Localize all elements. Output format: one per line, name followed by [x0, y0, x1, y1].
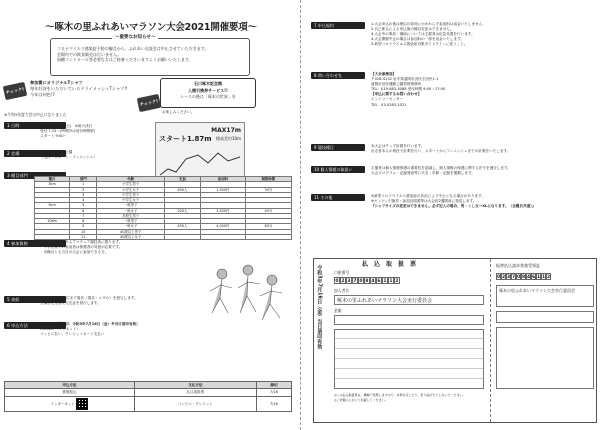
section-line: 5.新型コロナウイルス感染症対策ガイドラインに従うこと。 [371, 42, 468, 47]
check-badge: チェック! [3, 82, 27, 100]
section-title: 種目部門 [11, 173, 28, 178]
table-cell-text: インターネット [50, 401, 75, 406]
column-header: 締切 [256, 382, 291, 389]
section-line: 〒028-4132 岩手県盛岡市渋民字渋民1-1 [371, 77, 439, 82]
column-header: 制限時間 [245, 177, 291, 182]
categories-table [34, 176, 292, 240]
section-head-contact [311, 72, 365, 79]
slip-deadline: 令和3年7月16日（金）当日消印有効 [316, 265, 323, 349]
notice-box [50, 38, 250, 76]
section-line: 1.大会申込の後は理由の如何にかかわらず参加料は返金いたしません。 [371, 22, 487, 26]
payment-header-row [5, 382, 292, 389]
check-line: 毎年好評をいただいているドライメッシュTシャツ!! [30, 86, 128, 91]
table-cell: 3 [70, 192, 97, 197]
slip-note: ◎ご依頼人において記載してください。 [334, 398, 388, 403]
slip-applicant-area[interactable] [334, 329, 484, 389]
section-num: 7 [314, 23, 317, 28]
section-line: 盛岡市渋民運動公園管理事務所 [371, 82, 422, 87]
payment-table [4, 381, 292, 412]
table-row [5, 396, 292, 411]
section-body-apply [40, 322, 140, 337]
tagline: ※令和3年度大会は中止になりました [4, 112, 67, 117]
table-cell: 400人 [165, 187, 201, 192]
table-cell [165, 234, 201, 239]
section-title: 参加資格 [11, 241, 28, 246]
table-cell: 5km [35, 203, 70, 208]
page-title: ～啄木の里ふれあいマラソン大会2021開催要項～ [45, 22, 257, 33]
section-title: 問い合わせ先 [317, 73, 342, 78]
table-cell [245, 234, 291, 239]
account-digit: 3 [347, 279, 351, 284]
check-line: 入館引換券サービス!! [188, 87, 228, 93]
check-line: レースの後は「啄木の世界」を [180, 94, 236, 99]
account-digit: 4 [527, 275, 531, 280]
section-title: 競技種目 [317, 145, 334, 150]
notice-line: 血糖コントロール等必要な方はご持参くださいますようお願いいたします。 [57, 57, 193, 63]
table-row [35, 234, 292, 239]
table-cell: 1,500円 [200, 187, 245, 192]
slip-right-applicant[interactable] [496, 327, 594, 389]
column-header: 参加料 [200, 177, 245, 182]
section-body-awards [40, 296, 138, 306]
section-body-privacy [371, 166, 511, 176]
table-cell: 10km [35, 219, 70, 224]
slip-payee-label: 加入者名 [334, 288, 350, 293]
slip-note: ◎この払込取扱票は、機械で処理しますので、本票を汚したり、折り曲げたりしないでください。 [334, 393, 466, 397]
section-num: 2 [7, 151, 10, 156]
section-line: エントリーセンター [371, 97, 404, 102]
section-title: その他 [320, 195, 333, 200]
section-line: コンビニ払い、クレジットカード支払い [40, 332, 105, 337]
slip-amount-field[interactable] [334, 315, 484, 325]
column-header: 申込方法 [5, 382, 135, 389]
section-head-privacy [311, 166, 365, 173]
account-digit: 1 [542, 275, 546, 280]
table-cell: 郵便振込 [5, 389, 135, 396]
table-cell: 7/16 [256, 396, 291, 411]
qr-code-icon [76, 398, 88, 410]
section-line: 大会プログラム・記録発表等に氏名・年齢・記録を掲載します。 [371, 171, 475, 176]
section-line: 各種目1位から3位まで賞状（賞状・メダル）を授与します。 [40, 296, 138, 300]
section-num: 8 [314, 73, 317, 78]
table-cell: 7 [70, 213, 97, 218]
payment-slip [313, 258, 597, 423]
right-page [300, 0, 600, 430]
table-cell [200, 234, 245, 239]
section-head-other [311, 194, 365, 201]
account-digit: 0 [517, 275, 521, 280]
account-digit: 2 [502, 275, 506, 280]
account-digit: 3 [507, 275, 511, 280]
table-cell [35, 234, 70, 239]
table-cell: 高校生男子 [97, 213, 165, 218]
section-head-terms [311, 22, 365, 29]
table-cell: 1 [70, 182, 97, 187]
section-line: 出走者本人の責任で計測を行い、スタートからフィニッシュまでの計測をいたします。 [371, 149, 511, 154]
check-line: 石川啄木記念館 [194, 81, 222, 86]
table-cell: 払込取扱票 [134, 389, 256, 396]
notice-title: ～重要なお知らせ～ [112, 35, 158, 41]
section-body-eligibility [40, 240, 122, 255]
slip-right-amount[interactable] [496, 311, 594, 323]
section-num: 3 [7, 173, 10, 178]
section-line: ・健康に自信のあるアマチュア競技者に限ります。 [40, 240, 123, 244]
table-cell: 5 [70, 203, 97, 208]
check-badge: チェック! [137, 94, 161, 112]
column-header: 支払方法 [134, 382, 256, 389]
table-cell: 一般女子 [97, 224, 165, 229]
section-line: 主催者は個人情報保護の重要性を認識し、個人情報の保護に関する法令を遵守します。 [371, 166, 511, 170]
section-line: 4.大会開催中止の場合は参加料の一部を返金いたします。 [371, 37, 464, 42]
slip-title: 払 込 取 扱 票 [362, 261, 417, 268]
section-title: 申込方法 [11, 323, 28, 328]
account-digit: 8 [365, 279, 369, 284]
section-line: RUNNET（ランネット） [40, 327, 81, 332]
table-cell: 一般男子 [97, 203, 165, 208]
table-cell: 中学生男子 [97, 192, 165, 197]
section-line: 全種目完走者に完走証を発行します。 [40, 301, 101, 306]
account-digit: 8 [522, 275, 526, 280]
table-cell: コンビニ・クレジット [134, 396, 256, 411]
table-cell: 80分 [245, 224, 291, 229]
section-title: 申込規約 [317, 23, 334, 28]
account-digit: 0 [359, 279, 363, 284]
section-num: 10 [314, 167, 320, 172]
table-row [5, 389, 292, 396]
section-line: 本大会はチップ計測を行います。 [371, 144, 425, 148]
section-title: 個人情報の取扱い [320, 167, 353, 172]
section-line: ・各種目とも当日の大会に参加できる方。 [40, 250, 109, 255]
course-sub-label: 標高差約10m [216, 136, 241, 141]
slip-right-title: 振替払込請求書兼受領証 [496, 263, 540, 268]
account-digit: 7 [353, 279, 357, 284]
column-header: 定員 [165, 177, 201, 182]
table-cell: 40歳以上女子 [97, 234, 165, 239]
section-line: 『シャツサイズの変更はできません。必ず記入の場合、男・くし女～XLになります。（全種目共通）』 [371, 204, 536, 209]
table-cell: 9 [70, 224, 97, 229]
account-digit: 2 [341, 279, 345, 284]
section-line: 受付 7:15～(時間外は受付時間帯) [40, 129, 96, 134]
course-start-label: スタート1.87m [159, 135, 212, 143]
account-digit: 4 [371, 279, 375, 284]
account-digit: 1 [537, 275, 541, 280]
section-num: 9 [314, 145, 317, 150]
section-title: 日時 [11, 123, 20, 128]
notice-line: 会場内での飲食販売は行いません。 [57, 51, 122, 57]
slip-account-label: 口座番号 [334, 270, 350, 275]
section-title: 表彰 [11, 297, 20, 302]
section-num: 11 [314, 195, 320, 200]
account-digit: 7 [512, 275, 516, 280]
check-line: 参加賞にオリジナルTシャツ [30, 80, 83, 85]
table-cell: 8 [70, 219, 97, 224]
table-cell: 3km [35, 182, 70, 187]
section-line: 【大会事務局】 [371, 72, 397, 76]
section-line: 令和3年9月5日(日) ※雨天決行 [40, 124, 93, 128]
section-body-contact [371, 72, 445, 108]
section-line: （受付・スタート・フィニッシュ） [40, 155, 97, 160]
account-digit: 6 [532, 275, 536, 280]
table-cell: 40分 [245, 208, 291, 213]
column-header: 部門 [70, 177, 97, 182]
account-digit: 2 [395, 279, 399, 284]
account-digit: 0 [497, 275, 501, 280]
check-line: お楽しみください。 [162, 110, 195, 114]
section-line: 盛岡市渋民運動公園 [40, 150, 73, 154]
table-cell: 中学生女子 [97, 198, 165, 203]
section-body-venue [40, 150, 97, 160]
table-cell: 4,000円 [200, 224, 245, 229]
section-num: 4 [7, 241, 10, 246]
runners-illustration [202, 258, 294, 338]
slip-notes [334, 393, 484, 403]
table-cell: 3,500円 [200, 208, 245, 213]
section-body-timing [371, 144, 510, 154]
section-line: 【申込に関するお問い合わせ】 [371, 92, 422, 97]
table-cell: 小学生女子 [97, 187, 165, 192]
account-digit: 0 [335, 279, 339, 284]
table-cell: 10 [70, 229, 97, 234]
section-line: ※新型コロナウイルス感染症の状況により中止となる場合があります。 [371, 194, 485, 198]
categories-body [35, 182, 292, 240]
table-cell: 30分 [245, 187, 291, 192]
section-num: 5 [7, 297, 10, 302]
slip-perforation [490, 259, 491, 422]
section-body-datetime [40, 124, 95, 139]
notice-line: コロナウイルス感染症予防の観点から、ふれあい交流会は中止させていただきます。 [57, 46, 209, 51]
slip-right-digits [496, 273, 551, 280]
section-line: 2.自己都合による申込後の種目変更はできません。 [371, 27, 454, 32]
table-cell [5, 396, 135, 411]
table-cell: 4 [70, 198, 97, 203]
account-digit: 6 [377, 279, 381, 284]
table-cell: 一般女子 [97, 208, 165, 213]
table-cell: 40歳以上男子 [97, 229, 165, 234]
section-line: TEL：019-683-3088 受付時間 9:00～17:00 [371, 87, 446, 92]
slip-payee: 啄木の里ふれあいマラソン大会実行委員会 [334, 295, 484, 305]
account-digit: 1 [389, 279, 393, 284]
section-body-terms [371, 22, 486, 47]
section-line: TEL：03-5283-1021 [371, 102, 407, 107]
section-line: 郵便振込（除締切：令和3年7月16日（金）※当日消印有効） [40, 322, 140, 326]
section-line: 3.大会中の事故・傷病については主催者は応急処置を行います。 [371, 32, 475, 37]
section-num: 6 [7, 323, 10, 328]
section-line: スタート 9:00～ [40, 134, 68, 139]
column-header: 種目 [35, 177, 70, 182]
table-cell: 一般男子 [97, 219, 165, 224]
slip-amount-label: 金額 [334, 308, 342, 313]
section-line: ※ゼッケン引換券・参加証明書等は大会約2週間前に発送します。 [371, 199, 477, 204]
slip-right-payee: 啄木の里ふれあいマラソン大会実行委員会 [496, 285, 594, 307]
table-cell: 小学生男子 [97, 182, 165, 187]
slip-account-digits [334, 277, 400, 284]
table-cell: 11 [70, 234, 97, 239]
course-profile-image [155, 122, 245, 182]
check-line: 今年は何色!? [30, 92, 55, 97]
account-digit: 1 [383, 279, 387, 284]
section-num: 1 [7, 123, 10, 128]
table-cell: 7/16 [256, 389, 291, 396]
section-title: 会場 [11, 151, 20, 156]
section-body-other [371, 194, 536, 209]
table-cell: 2 [70, 187, 97, 192]
course-max-label: MAX17m [211, 127, 241, 134]
column-header: 年齢 [97, 177, 165, 182]
check-tshirt [30, 80, 128, 98]
table-cell: 200人 [165, 208, 201, 213]
check-ishikawa [160, 78, 256, 108]
section-line: ・中学生以下の参加者は保護者の同意が必要です。 [40, 245, 123, 250]
account-digit: 2 [547, 275, 551, 280]
section-head-timing [311, 144, 365, 151]
table-cell: 450人 [165, 224, 201, 229]
table-cell: 6 [70, 208, 97, 213]
